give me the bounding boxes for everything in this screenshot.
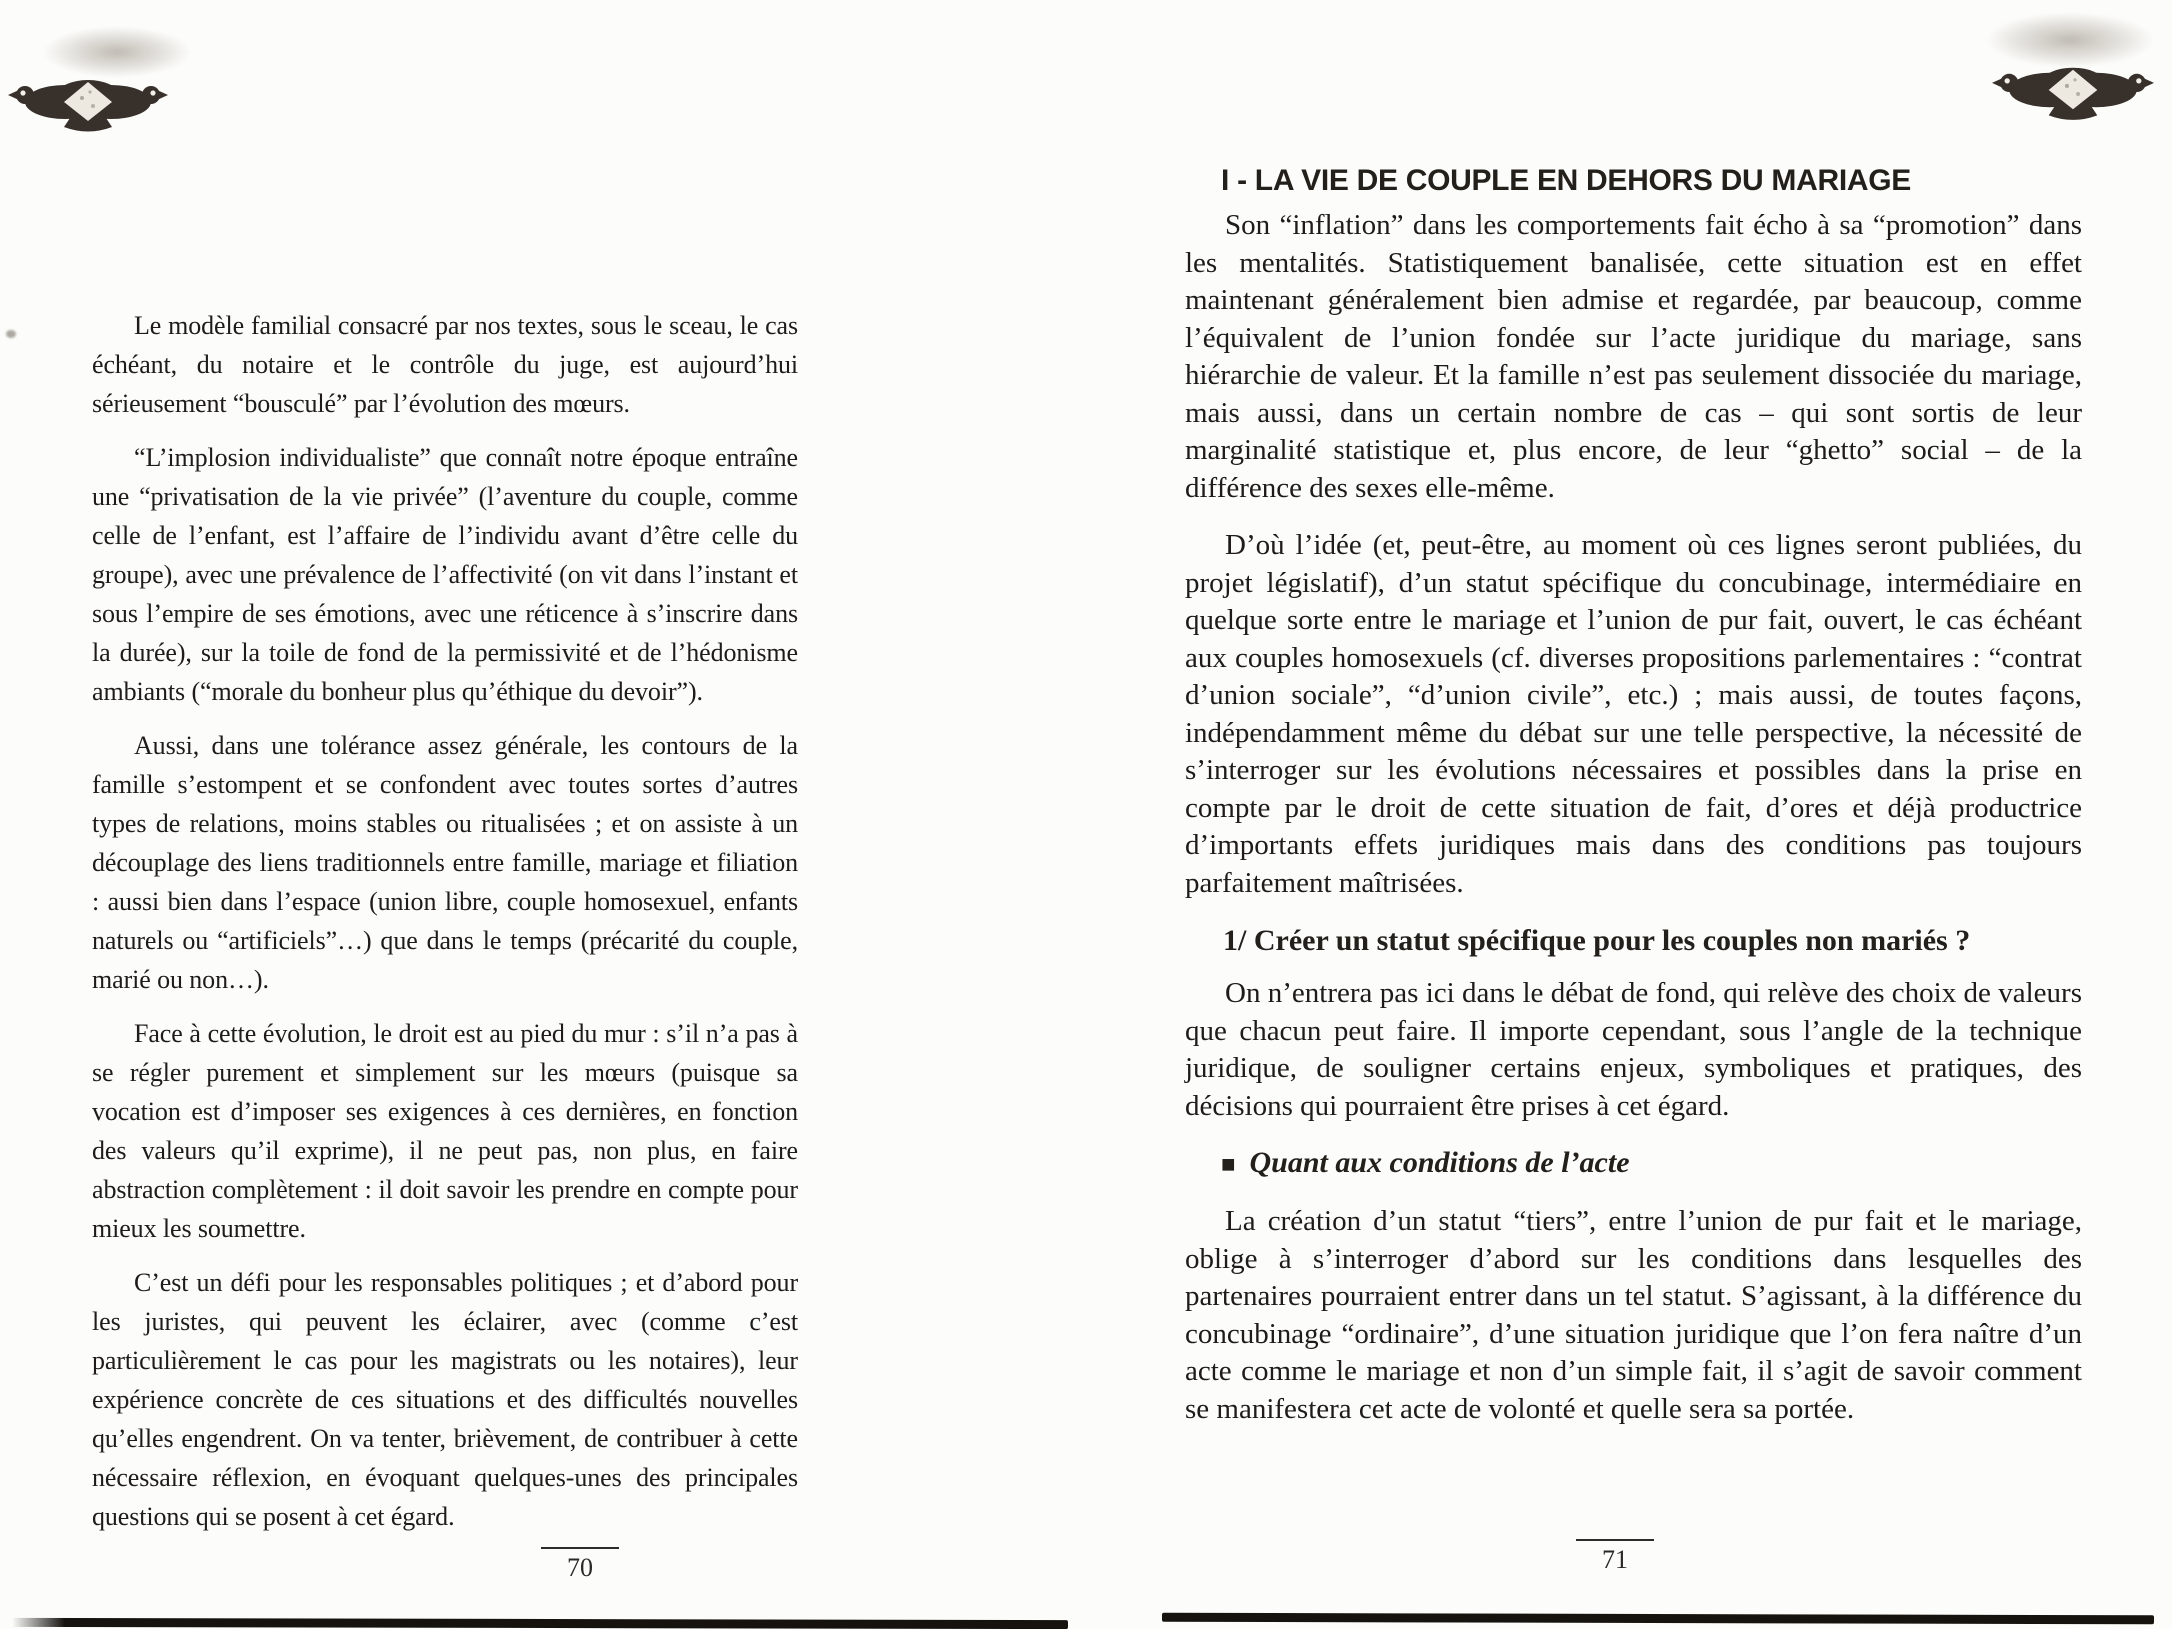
paragraph: La création d’un statut “tiers”, entre l’union de pur fait et le mariage, oblige à s’interroger d’abord sur les conditions dans lesquelles des partenaires pourraient entrer dans un tel statut. S’agissant, à la différence du concubinage “ordinaire”, d’une situation juridique que l’on fera naître d’un acte comme le mariage et non d’un simple fait, il s’agit de savoir comment se manifestera cet acte de volonté et quelle sera sa portée. <box>1185 1205 2082 1425</box>
page-number: 71 <box>1576 1539 1654 1575</box>
square-bullet-icon: ■ <box>1221 1152 1236 1178</box>
paragraph: Face à cette évolution, le droit est au pied du mur : s’il n’a pas à se régler purement et simplement sur les mœurs (puisque sa vocation est d’imposer ses exigences à ces dernières, en fonction des valeurs qu’il exprime), il ne peut pas, non plus, en faire abstraction complètement : il doit savoir les prendre en compte pour mieux les soumettre. <box>92 1019 798 1243</box>
paragraph: Le modèle familial consacré par nos textes, sous le sceau, le cas échéant, du notaire et le contrôle du juge, est aujourd’hui sérieusement “bousculé” par l’évolution des mœurs. <box>92 311 798 418</box>
scan-edge <box>12 1618 1068 1629</box>
run-in-heading <box>1185 1145 2082 1183</box>
scan-edge <box>1162 1613 2154 1625</box>
paragraph: “L’implosion individualiste” que connaît notre époque entraîne une “privatisation de la vie privée” (l’aventure du couple, comme celle de l’enfant, est l’affaire de l’individu avant d’être celle du groupe), avec une prévalence de l’affectivité (on vit dans l’instant et sous l’empire de ses émotions, avec une réticence à s’inscrire dans la durée), sur la toile de fond de la permissivité et de l’hédonisme ambiants (“morale du bonheur plus qu’éthique du devoir”). <box>92 443 798 706</box>
run-in-heading-label: Quant aux conditions de l’acte <box>1249 1146 1630 1179</box>
bird-ornament-icon <box>8 62 168 142</box>
paragraph: Son “inflation” dans les comportements fait écho à sa “promotion” dans les mentalités. Statistiquement banalisée, cette situation est en effet maintenant généralement bien admise et regardée, par beaucoup, comme l’équivalent de l’union fondée sur l’acte juridique du mariage, sans hiérarchie de valeur. Et la famille n’est pas seulement dissociée du mariage, mais aussi, dans un certain nombre de cas – qui sont sortis de leur marginalité statistique et, plus encore, de leur “ghetto” social – de la différence des sexes elle-même. <box>1185 209 2082 504</box>
paragraph: C’est un défi pour les responsables politiques ; et d’abord pour les juristes, qui peuvent les éclairer, avec (comme c’est particulièrement le cas pour les magistrats ou les notaires), leur expérience concrète de ces situations et des difficultés nouvelles qu’elles engendrent. On va tenter, brièvement, de contribuer à cette nécessaire réflexion, en évoquant quelques-unes des principales questions qui se posent à cet égard. <box>92 1268 798 1531</box>
section-heading: I - LA VIE DE COUPLE EN DEHORS DU MARIAGE <box>1221 164 1911 197</box>
left-page-text-column <box>92 306 798 1551</box>
subsection-heading: 1/ Créer un statut spécifique pour les couples non mariés ? <box>1223 924 1971 957</box>
scan-speck <box>6 330 16 338</box>
paragraph: D’où l’idée (et, peut-être, au moment où ces lignes seront publiées, du projet législatif), d’un statut spécifique du concubinage, intermédiaire en quelque sorte entre le mariage et l’union de pur fait, ouvert, le cas échéant aux couples homosexuels (cf. diverses propositions parlementaires : “contrat d’union sociale”, “d’union civile”, etc.) ; mais aussi, de toutes façons, indépendamment même du débat sur une telle perspective, la nécessité de s’interroger sur les évolutions nécessaires et possibles dans la prise en compte par le droit de cette situation de fait, d’ores et déjà productrice d’importants effets juridiques mais dans des conditions pas toujours parfaitement maîtrisées. <box>1185 529 2082 899</box>
paragraph: Aussi, dans une tolérance assez générale, les contours de la famille s’estompent et se confondent avec toutes sortes d’autres types de relations, moins stables ou ritualisées ; et on assiste à un découplage des liens traditionnels entre famille, mariage et filiation : aussi bien dans l’espace (union libre, couple homosexuel, enfants naturels ou “artificiels”…) que dans le temps (précarité du couple, marié ou non…). <box>92 731 798 994</box>
bird-ornament-icon <box>1992 50 2154 130</box>
paragraph: On n’entrera pas ici dans le débat de fond, qui relève des choix de valeurs que chacun peut faire. Il importe cependant, sous l’angle de la technique juridique, de souligner certains enjeux, symboliques et pratiques, des décisions qui pourraient être prises à cet égard. <box>1185 977 2082 1122</box>
right-page-text-column <box>1185 163 2082 1448</box>
page-number: 70 <box>541 1547 619 1583</box>
